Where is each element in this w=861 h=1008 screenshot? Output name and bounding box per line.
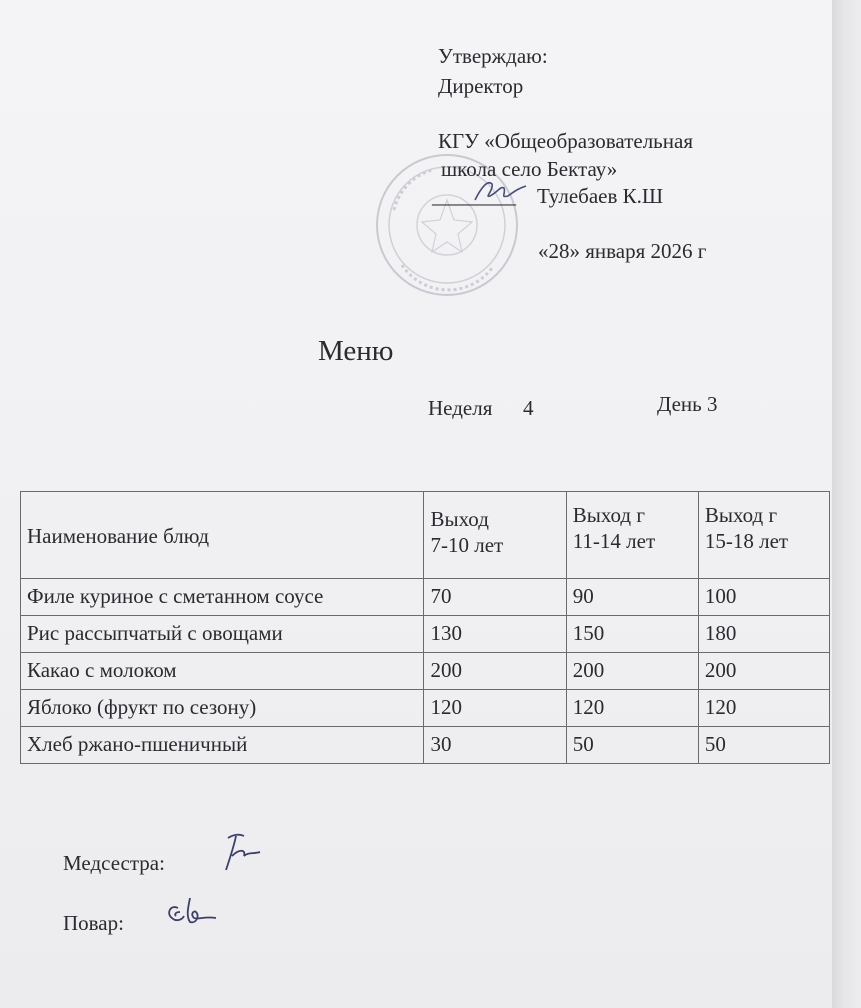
approval-date: «28» января 2026 г	[538, 239, 707, 263]
header-age-range: 11-14 лет	[572, 529, 656, 553]
director-name: Тулебаев К.Ш	[537, 184, 664, 208]
week-value: 4	[523, 396, 534, 420]
portion-11-14: 90	[566, 579, 698, 616]
dish-name: Яблоко (фрукт по сезону)	[21, 690, 424, 727]
table-row	[21, 616, 830, 653]
school-name-line2: школа село Бектау»	[441, 157, 618, 181]
header-dish-name: Наименование блюд	[21, 492, 424, 579]
portion-7-10: 70	[424, 579, 566, 616]
header-age-range: 7-10 лет	[430, 533, 504, 557]
table-row	[21, 579, 830, 616]
header-output-label: Выход	[430, 507, 489, 531]
dish-name: Рис рассыпчатый с овощами	[21, 616, 424, 653]
week-label: Неделя	[428, 396, 493, 420]
page-edge-shadow	[832, 0, 861, 1008]
document-title: Меню	[318, 335, 394, 367]
portion-7-10: 30	[424, 727, 566, 764]
approve-heading: Утверждаю:	[438, 44, 548, 68]
portion-11-14: 150	[566, 616, 698, 653]
portion-15-18: 120	[698, 690, 829, 727]
nurse-label: Медсестра:	[63, 851, 165, 875]
portion-7-10: 120	[424, 690, 566, 727]
table-header-row	[21, 492, 830, 579]
header-output-7-10	[424, 492, 566, 579]
portion-11-14: 50	[566, 727, 698, 764]
school-name-line1: КГУ «Общеобразовательная	[438, 129, 693, 153]
signature-line: ________	[432, 184, 516, 208]
header-output-label: Выход г	[572, 503, 645, 527]
table-row	[21, 727, 830, 764]
portion-15-18: 180	[698, 616, 829, 653]
header-output-11-14	[566, 492, 698, 579]
dish-name: Филе куриное с сметанном соусе	[21, 579, 424, 616]
director-signature	[470, 176, 540, 206]
cook-label: Повар:	[63, 911, 124, 935]
header-output-15-18	[698, 492, 829, 579]
portion-11-14: 120	[566, 690, 698, 727]
director-title: Директор	[438, 74, 524, 98]
dish-name: Какао с молоком	[21, 653, 424, 690]
portion-15-18: 100	[698, 579, 829, 616]
table-row	[21, 690, 830, 727]
portion-7-10: 130	[424, 616, 566, 653]
table-row	[21, 653, 830, 690]
portion-7-10: 200	[424, 653, 566, 690]
portion-11-14: 200	[566, 653, 698, 690]
cook-signature	[160, 890, 232, 934]
portion-15-18: 200	[698, 653, 829, 690]
portion-15-18: 50	[698, 727, 829, 764]
header-age-range: 15-18 лет	[704, 529, 789, 553]
menu-table	[20, 491, 830, 764]
day-label: День 3	[657, 392, 718, 416]
dish-name: Хлеб ржано-пшеничный	[21, 727, 424, 764]
nurse-signature	[218, 828, 270, 876]
header-output-label: Выход г	[704, 503, 778, 527]
